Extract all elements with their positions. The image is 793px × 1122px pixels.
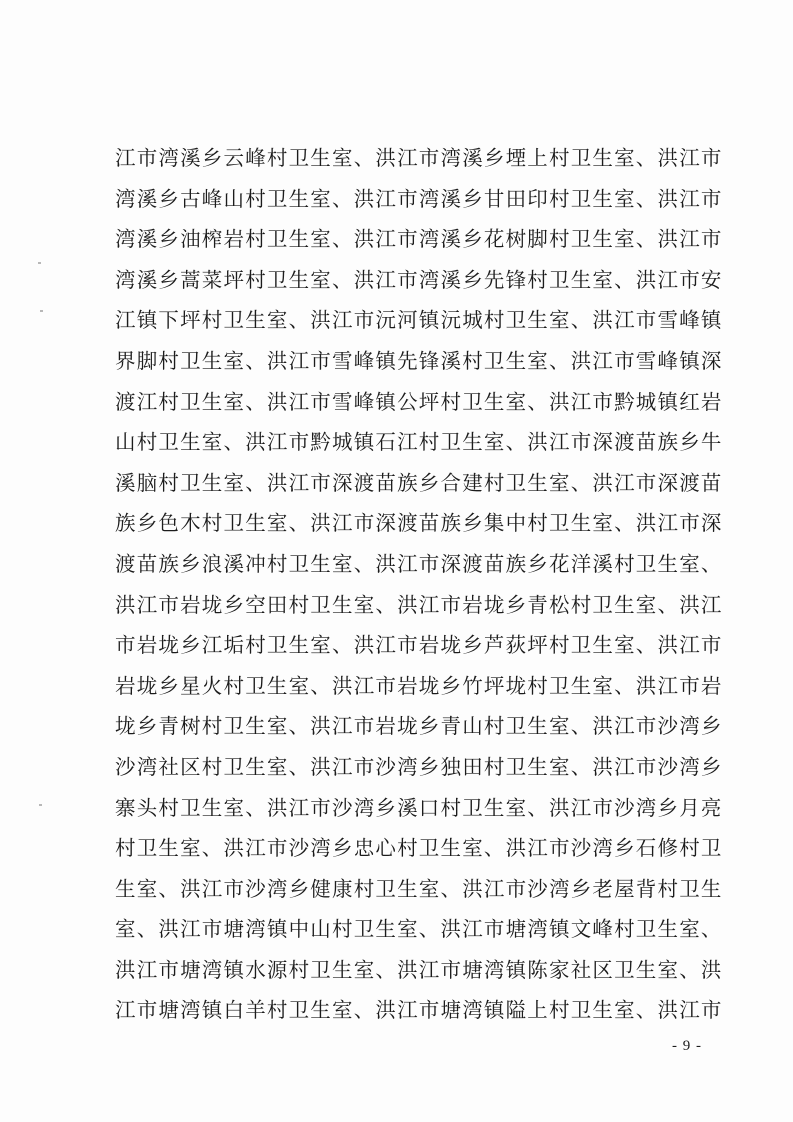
- text-line: 溪脑村卫生室、洪江市深渡苗族乡合建村卫生室、洪江市深渡苗: [115, 470, 723, 495]
- text-line: 市岩垅乡江垢村卫生室、洪江市岩垅乡芦荻坪村卫生室、洪江市: [115, 633, 723, 658]
- scan-speck: [40, 310, 43, 312]
- text-line: 湾溪乡油榨岩村卫生室、洪江市湾溪乡花树脚村卫生室、洪江市: [115, 227, 723, 252]
- scan-speck: [39, 804, 42, 806]
- text-line: 岩垅乡星火村卫生室、洪江市岩垅乡竹坪垅村卫生室、洪江市岩: [115, 673, 723, 698]
- text-line: 洪江市塘湾镇水源村卫生室、洪江市塘湾镇陈家社区卫生室、洪: [115, 957, 723, 982]
- text-line: 江市湾溪乡云峰村卫生室、洪江市湾溪乡堙上村卫生室、洪江市: [115, 146, 723, 170]
- text-line: 湾溪乡古峰山村卫生室、洪江市湾溪乡甘田印村卫生室、洪江市: [115, 186, 723, 211]
- text-line: 垅乡青树村卫生室、洪江市岩垅乡青山村卫生室、洪江市沙湾乡: [115, 714, 723, 739]
- text-line: 渡江村卫生室、洪江市雪峰镇公坪村卫生室、洪江市黔城镇红岩: [115, 389, 723, 414]
- text-line: 界脚村卫生室、洪江市雪峰镇先锋溪村卫生室、洪江市雪峰镇深: [115, 348, 723, 373]
- body-text: [115, 138, 723, 1031]
- text-line: 洪江市岩垅乡空田村卫生室、洪江市岩垅乡青松村卫生室、洪江: [115, 592, 723, 617]
- text-line: 生室、洪江市沙湾乡健康村卫生室、洪江市沙湾乡老屋背村卫生: [115, 876, 723, 901]
- text-line: 族乡色木村卫生室、洪江市深渡苗族乡集中村卫生室、洪江市深: [115, 511, 723, 536]
- text-line: 室、洪江市塘湾镇中山村卫生室、洪江市塘湾镇文峰村卫生室、: [115, 917, 723, 942]
- text-line: 江市塘湾镇白羊村卫生室、洪江市塘湾镇隘上村卫生室、洪江市: [115, 998, 723, 1023]
- page-number: - 9 -: [672, 1038, 702, 1054]
- text-line: 渡苗族乡浪溪冲村卫生室、洪江市深渡苗族乡花洋溪村卫生室、: [115, 551, 723, 576]
- text-line: 湾溪乡蒿菜坪村卫生室、洪江市湾溪乡先锋村卫生室、洪江市安: [115, 267, 723, 292]
- text-line: 江镇下坪村卫生室、洪江市沅河镇沅城村卫生室、洪江市雪峰镇: [115, 308, 723, 333]
- text-line: 寨头村卫生室、洪江市沙湾乡溪口村卫生室、洪江市沙湾乡月亮: [115, 795, 723, 820]
- text-line: 村卫生室、洪江市沙湾乡忠心村卫生室、洪江市沙湾乡石修村卫: [115, 836, 723, 861]
- scan-speck: [38, 262, 41, 264]
- text-line: 沙湾社区村卫生室、洪江市沙湾乡独田村卫生室、洪江市沙湾乡: [115, 754, 723, 779]
- text-line: 山村卫生室、洪江市黔城镇石江村卫生室、洪江市深渡苗族乡牛: [115, 430, 723, 455]
